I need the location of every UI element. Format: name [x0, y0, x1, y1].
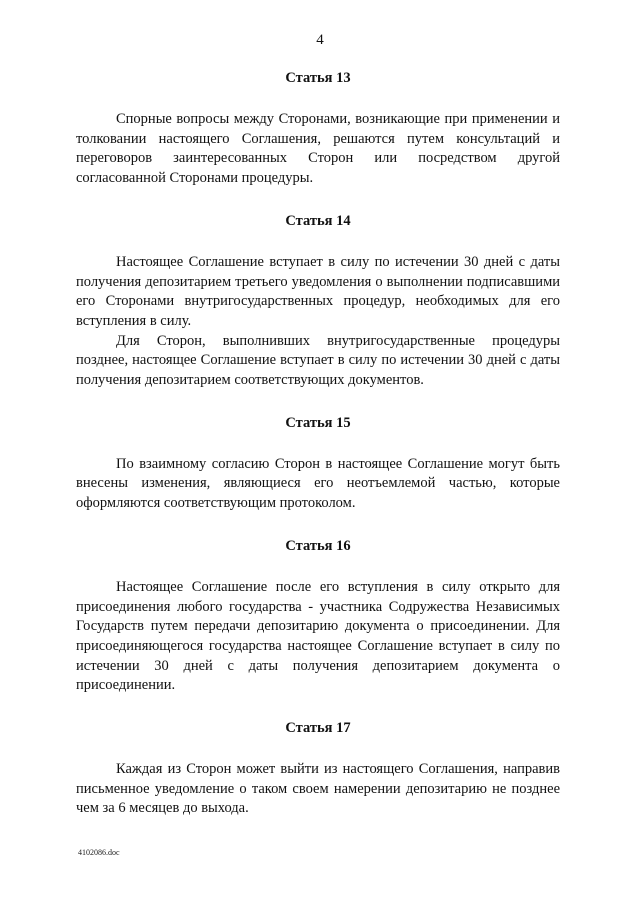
article-16	[76, 536, 560, 696]
article-13	[76, 68, 560, 189]
article-paragraph: Спорные вопросы между Сторонами, возникающие при применении и толковании настоящего Соглашения, решаются путем консультаций и переговоров заинтересованных Сторон или посредством другой согласованной Сторонами процедуры.	[76, 111, 560, 187]
article-paragraph: Каждая из Сторон может выйти из настоящего Соглашения, направив письменное уведомление о таком своем намерении депозитарию не позднее чем за 6 месяцев до выхода.	[76, 761, 560, 817]
article-17	[76, 718, 560, 819]
article-paragraph: По взаимному согласию Сторон в настоящее Соглашение могут быть внесены изменения, являющиеся его неотъемлемой частью, которые оформляются соответствующим протоколом.	[76, 455, 560, 512]
article-paragraph: Для Сторон, выполнивших внутригосударственные процедуры позднее, настоящее Соглашение вступает в силу по истечении 30 дней с даты получения депозитарием соответствующих документов.	[76, 332, 560, 389]
article-heading: Статья 17	[285, 720, 351, 737]
article-heading: Статья 13	[285, 70, 351, 86]
document-id: 4102086.doc	[78, 848, 120, 857]
article-paragraph: Настоящее Соглашение вступает в силу по истечении 30 дней с даты получения депозитарием третьего уведомления о выполнении подписавшими его Сторонами внутригосударственных процедур, необходимых для его вступления в силу.	[76, 253, 560, 329]
article-heading: Статья 16	[285, 537, 351, 554]
article-heading: Статья 14	[285, 212, 351, 229]
article-15	[76, 413, 560, 514]
page-number: 4	[316, 32, 324, 48]
article-paragraph: Настоящее Соглашение после его вступления в силу открыто для присоединения любого государства - участника Содружества Независимых Государств путем передачи депозитарию документа о присоединении. Для присоединяющегося государства настоящее Соглашение вступает в силу по истечении 30 дней с даты получения депозитарием документа о присоединении.	[76, 578, 560, 694]
article-heading: Статья 15	[285, 414, 351, 431]
document-body	[76, 68, 560, 819]
article-14	[76, 211, 560, 391]
